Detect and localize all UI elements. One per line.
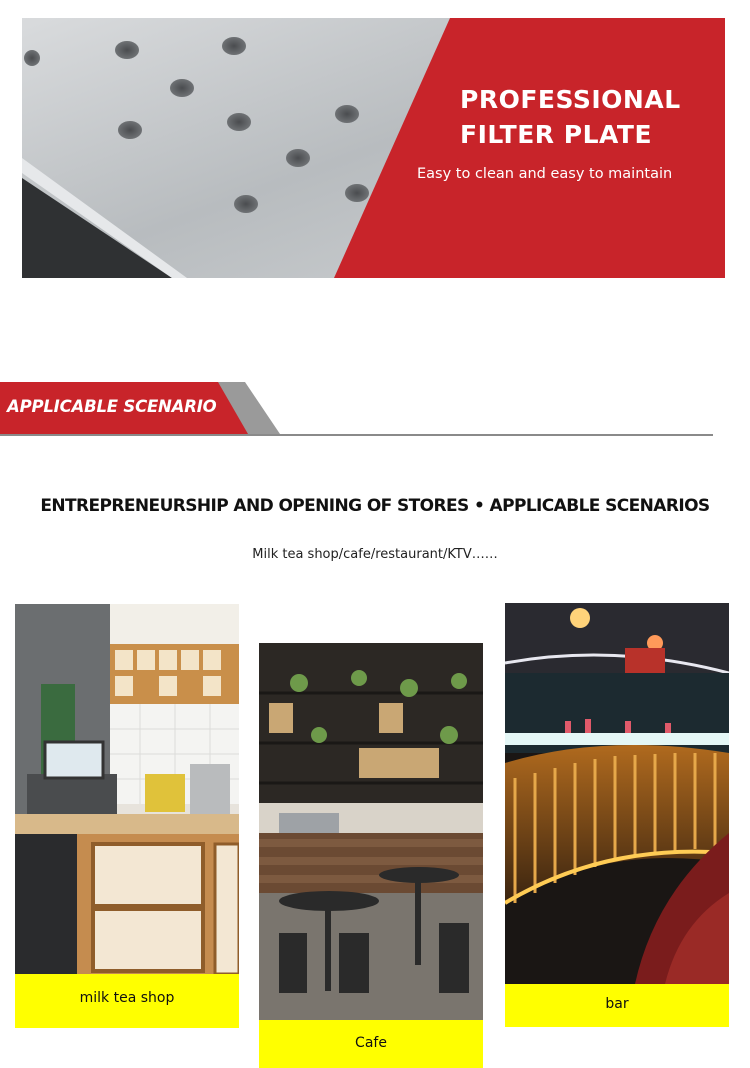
- caption-milk-tea-shop: milk tea shop: [15, 974, 239, 1028]
- cafe-photo: [259, 643, 483, 1020]
- divider: [0, 434, 713, 436]
- caption-cafe: Cafe: [259, 1020, 483, 1068]
- hero-title-line2: FILTER PLATE: [460, 120, 653, 149]
- scenario-card-bar: [505, 603, 729, 1027]
- hero-banner: [22, 18, 725, 278]
- section-title: APPLICABLE SCENARIO: [7, 397, 217, 416]
- milk-tea-shop-photo: [15, 604, 239, 974]
- scenario-card-cafe: [259, 643, 483, 1068]
- hero-subtitle: Easy to clean and easy to maintain: [417, 166, 673, 182]
- headline: ENTREPRENEURSHIP AND OPENING OF STORES • APPLICABLE SCENARIOS: [40, 496, 710, 516]
- hero-title: [460, 82, 681, 152]
- caption-bar: bar: [505, 984, 729, 1027]
- scenario-card-milk-tea-shop: [15, 604, 239, 1028]
- hero-title-line1: PROFESSIONAL: [460, 85, 681, 114]
- section-banner: [0, 382, 750, 438]
- subline: Milk tea shop/cafe/restaurant/KTV……: [252, 547, 498, 562]
- bar-photo: [505, 603, 729, 984]
